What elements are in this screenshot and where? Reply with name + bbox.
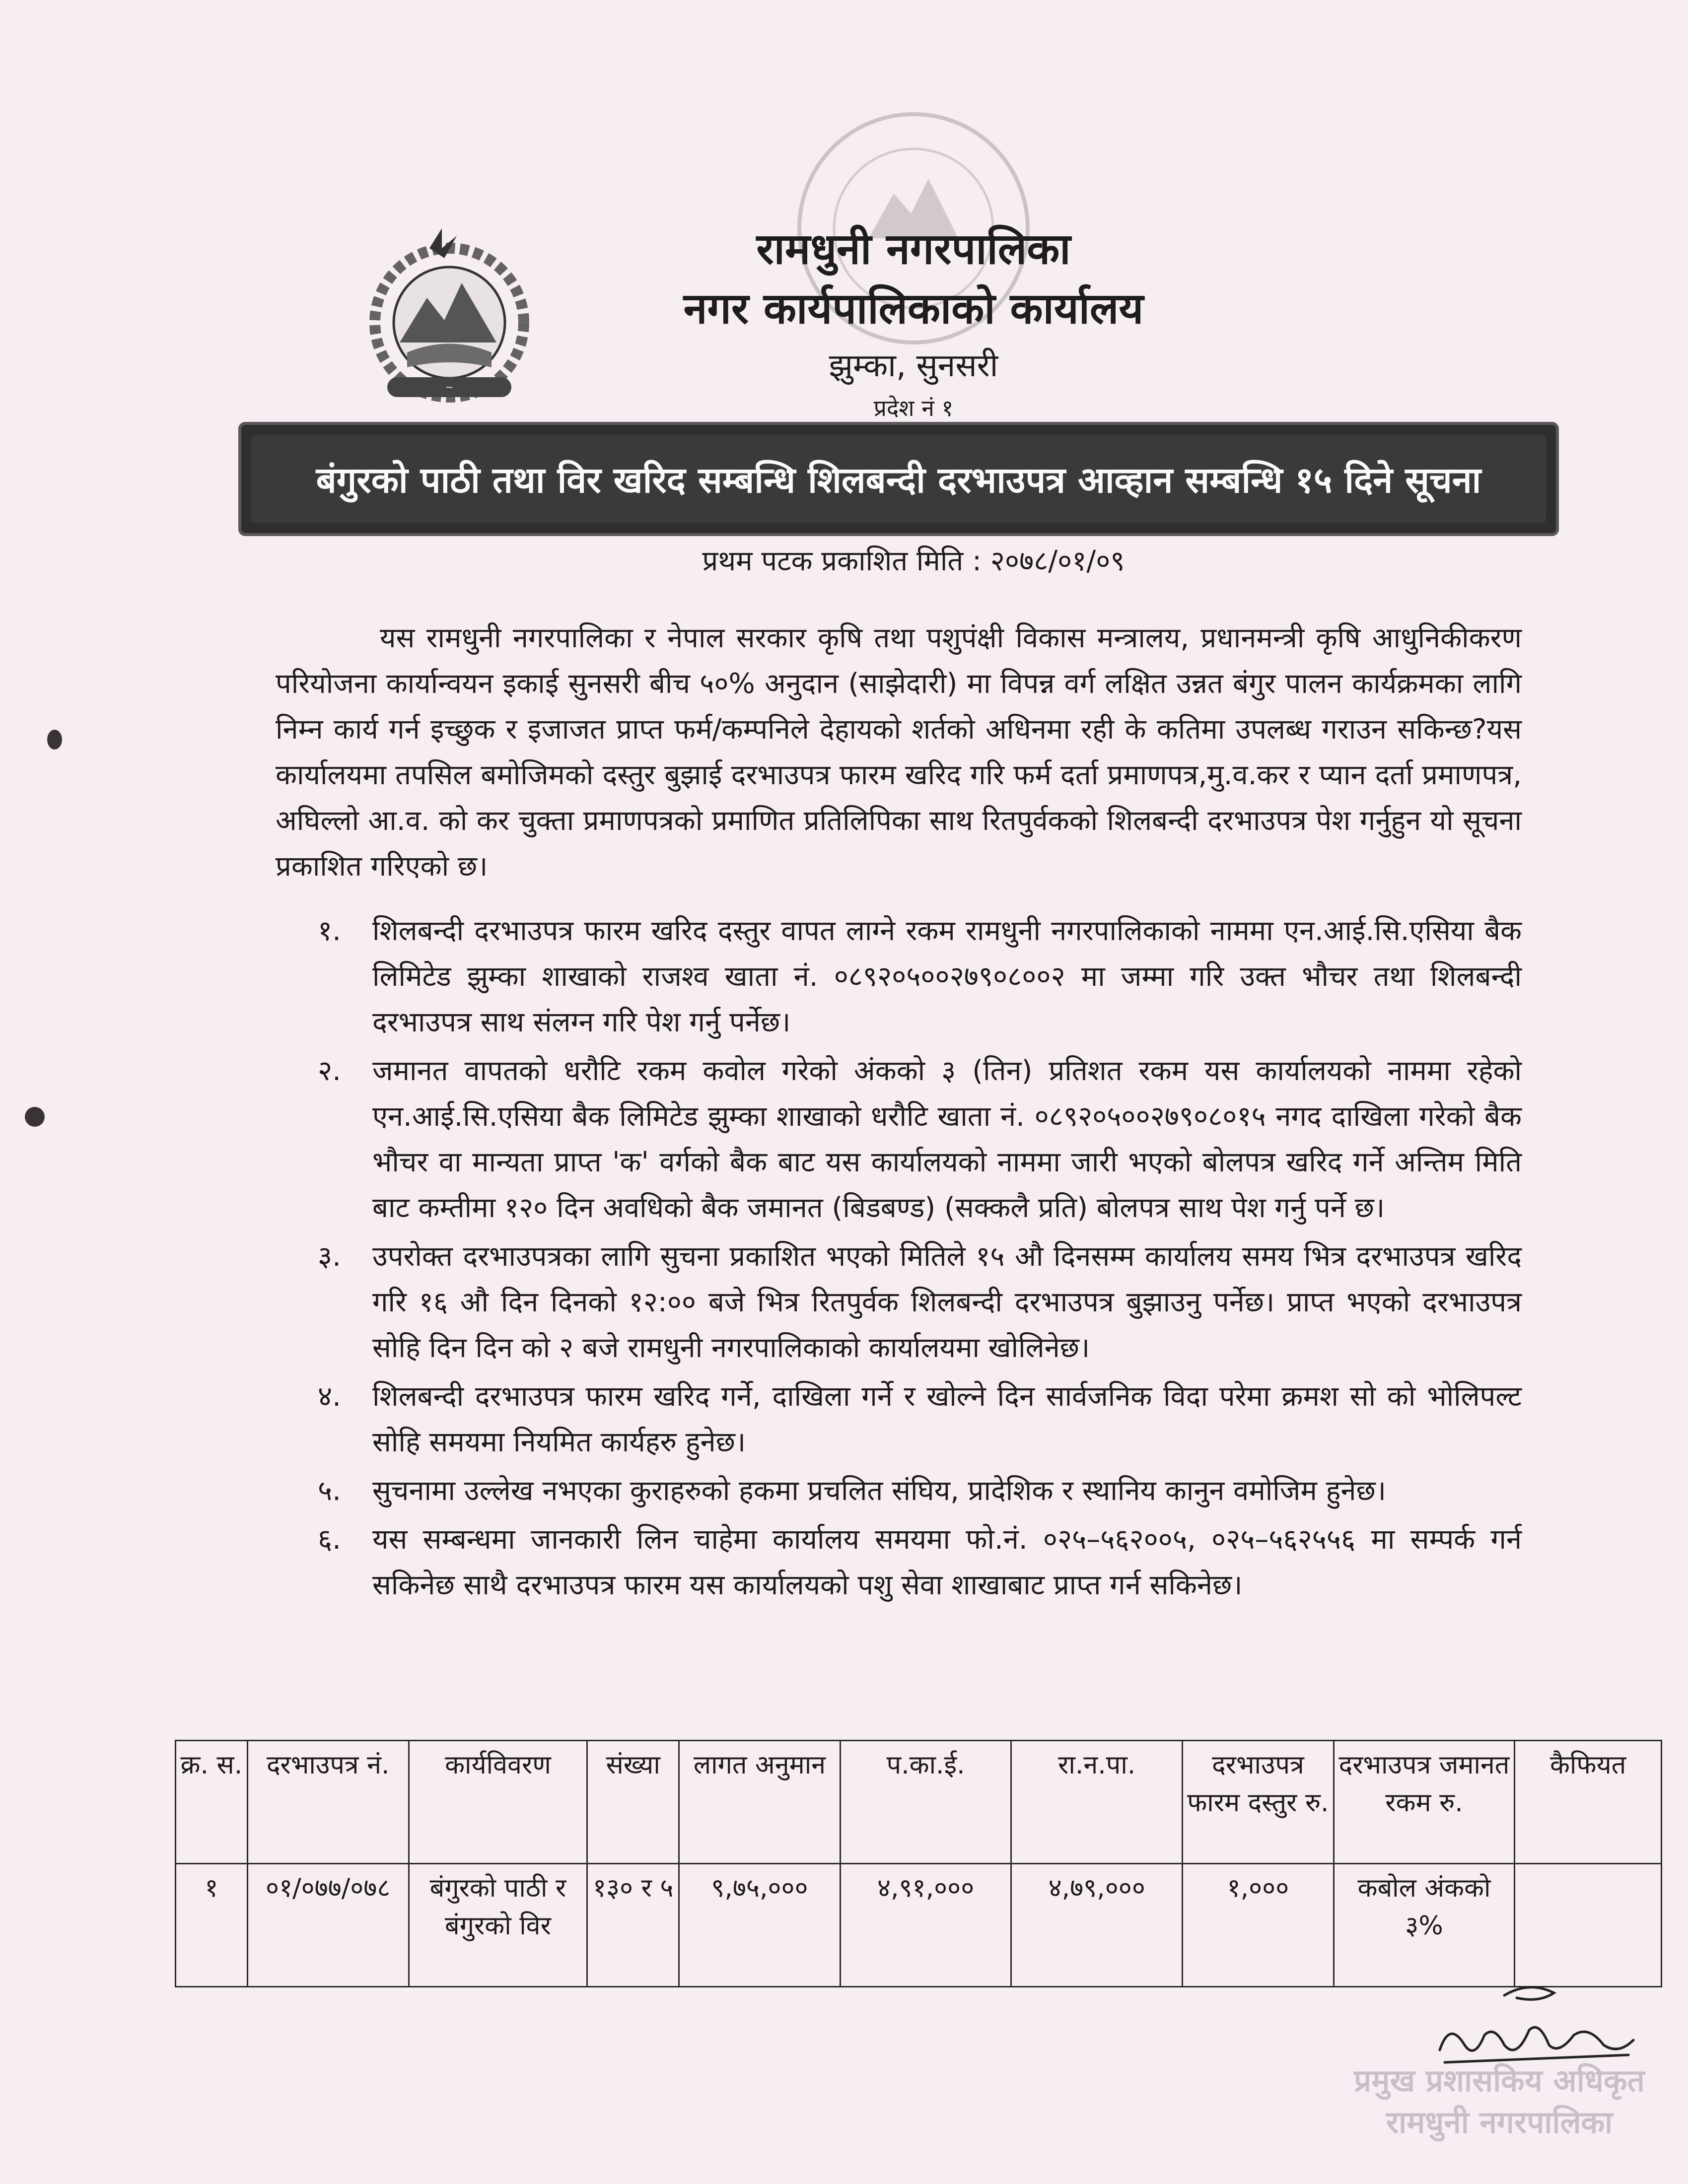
item-number: ४. [318,1380,341,1413]
table-header: संख्या [587,1741,679,1864]
list-item [318,1374,1522,1465]
intro-paragraph: यस रामधुनी नगरपालिका र नेपाल सरकार कृषि तथा पशुपंक्षी विकास मन्त्रालय, प्रधानमन्त्री कृषि आधुनिकीकरण परियोजना कार्यान्वयन इकाई सुनसरी बीच ५०% अनुदान (साझेदारी) मा विपन्न वर्ग लक्षित उन्नत बंगुर पालन कार्यक्रमका लागि निम्न कार्य गर्न इच्छुक र इजाजत प्राप्त फर्म/कम्पनिले देहायको शर्तको अधिनमा रही के कतिमा उपलब्ध गराउन सकिन्छ?यस कार्यालयमा तपसिल बमोजिमको दस्तुर बुझाई दरभाउपत्र फारम खरिद गरि फर्म दर्ता प्रमाणपत्र,मु.व.कर र प्यान दर्ता प्रमाणपत्र, अघिल्लो आ.व. को कर चुक्ता प्रमाणपत्रको प्रमाणित प्रतिलिपिका साथ रितपुर्वकको शिलबन्दी दरभाउपत्र पेश गर्नुहुन यो सूचना प्रकाशित गरिएको छ। [276,622,1522,883]
province-label: प्रदेश नं १ [873,395,954,421]
table-cell: बंगुरको पाठी र बंगुरको विर [409,1864,587,1987]
table-header: कैफियत [1515,1741,1662,1864]
officer-org: रामधुनी नगरपालिका [1386,2104,1613,2140]
item-text: उपरोक्त दरभाउपत्रका लागि सुचना प्रकाशित भएको मितिले १५ औ दिनसम्म कार्यालय समय भित्र दरभाउपत्र खरिद गरि १६ औ दिन दिनको १२:०० बजे भित्र रितपुर्वक शिलबन्दी दरभाउपत्र बुझाउनु पर्नेछ। प्राप्त भएको दरभाउपत्र सोहि दिन दिन को २ बजे रामधुनी नगरपालिकाको कार्यालयमा खोलिनेछ। [372,1240,1522,1364]
item-number: ५. [318,1475,341,1507]
notice-title: बंगुरको पाठी तथा विर खरिद सम्बन्धि शिलबन्दी दरभाउपत्र आव्हान सम्बन्धि १५ दिने सूचना [316,459,1481,501]
municipality-name: रामधुनी नगरपालिका [756,224,1071,274]
notice-title-banner [238,422,1559,536]
table-cell: ९,७५,००० [679,1864,841,1987]
list-item [318,908,1522,1045]
conditions-list [318,908,1522,1611]
item-text: शिलबन्दी दरभाउपत्र फारम खरिद गर्ने, दाखिला गर्ने र खोल्ने दिन सार्वजनिक विदा परेमा क्रमश सो को भोलिपल्ट सोहि समयमा नियमित कार्यहरु हुनेछ। [372,1380,1522,1458]
item-number: ३. [318,1240,341,1273]
office-name: नगर कार्यपालिकाको कार्यालय [683,284,1144,334]
table-header: कार्यविवरण [409,1741,587,1864]
item-text: जमानत वापतको धरौटि रकम कवोल गरेको अंकको ३ (तिन) प्रतिशत रकम यस कार्यालयको नाममा रहेको एन.आई.सि.एसिया बैक लिमिटेड झुम्का शाखाको धरौटि खाता नं. ०८९२०५००२७९०८०१५ नगद दाखिला गरेको बैक भौचर वा मान्यता प्राप्त 'क' वर्गको बैक बाट यस कार्यालयको नाममा जारी भएको बोलपत्र खरिद गर्ने अन्तिम मिति बाट कम्तीमा १२० दिन अवधिको बैक जमानत (बिडबण्ड) (सक्कलै प्रति) बोलपत्र साथ पेश गर्नु पर्ने छ। [372,1055,1522,1224]
table-cell: कबोल अंकको ३% [1334,1864,1515,1987]
scan-speck [47,730,62,750]
item-number: १. [318,915,341,947]
table-cell: १३० र ५ [587,1864,679,1987]
table-cell: ०१/०७७/०७८ [247,1864,409,1987]
table-cell: १ [176,1864,248,1987]
item-text: शिलबन्दी दरभाउपत्र फारम खरिद दस्तुर वापत लाग्ने रकम रामधुनी नगरपालिकाको नाममा एन.आई.सि.एसिया बैक लिमिटेड झुम्का शाखाको राजश्व खाता नं. ०८९२०५००२७९०८००२ मा जम्मा गरि उक्त भौचर तथा शिलबन्दी दरभाउपत्र साथ संलग्न गरि पेश गर्नु पर्नेछ। [372,915,1522,1038]
scan-speck [25,1107,45,1127]
table-cell: ४,७९,००० [1011,1864,1183,1987]
published-date: प्रथम पटक प्रकाशित मिति : २०७८/०१/०९ [702,545,1125,577]
table-cell: ४,९१,००० [840,1864,1011,1987]
item-text: यस सम्बन्धमा जानकारी लिन चाहेमा कार्यालय समयमा फो.नं. ०२५–५६२००५, ०२५–५६२५५६ मा सम्पर्क गर्न सकिनेछ साथै दरभाउपत्र फारम यस कार्यालयको पशु सेवा शाखाबाट प्राप्त गर्न सकिनेछ। [372,1523,1522,1601]
officer-stamp [1340,2060,1658,2143]
table-cell: १,००० [1183,1864,1334,1987]
table-header: दरभाउपत्र फारम दस्तुर रु. [1183,1741,1334,1864]
list-item [318,1234,1522,1371]
table-row [176,1864,1662,1987]
table-header: रा.न.पा. [1011,1741,1183,1864]
item-text: सुचनामा उल्लेख नभएका कुराहरुको हकमा प्रचलित संघिय, प्रादेशिक र स्थानिय कानुन वमोजिम हुनेछ। [372,1475,1386,1507]
government-emblem-icon [343,218,556,417]
table-header: लागत अनुमान [679,1741,841,1864]
tender-table [175,1740,1662,1987]
list-item [318,1468,1522,1514]
list-item [318,1517,1522,1608]
table-header-row [176,1741,1662,1864]
item-number: ६. [318,1523,341,1556]
list-item [318,1048,1522,1231]
office-location: झुम्का, सुनसरी [829,347,998,384]
table-header: क्र. स. [176,1741,248,1864]
table-cell [1515,1864,1662,1987]
item-number: २. [318,1055,341,1087]
table-header: दरभाउपत्र जमानत रकम रु. [1334,1741,1515,1864]
svg-text:~: ~ [445,381,454,393]
officer-title: प्रमुख प्रशासकिय अधिकृत [1354,2062,1645,2099]
table-header: दरभाउपत्र नं. [247,1741,409,1864]
table-header: प.का.ई. [840,1741,1011,1864]
